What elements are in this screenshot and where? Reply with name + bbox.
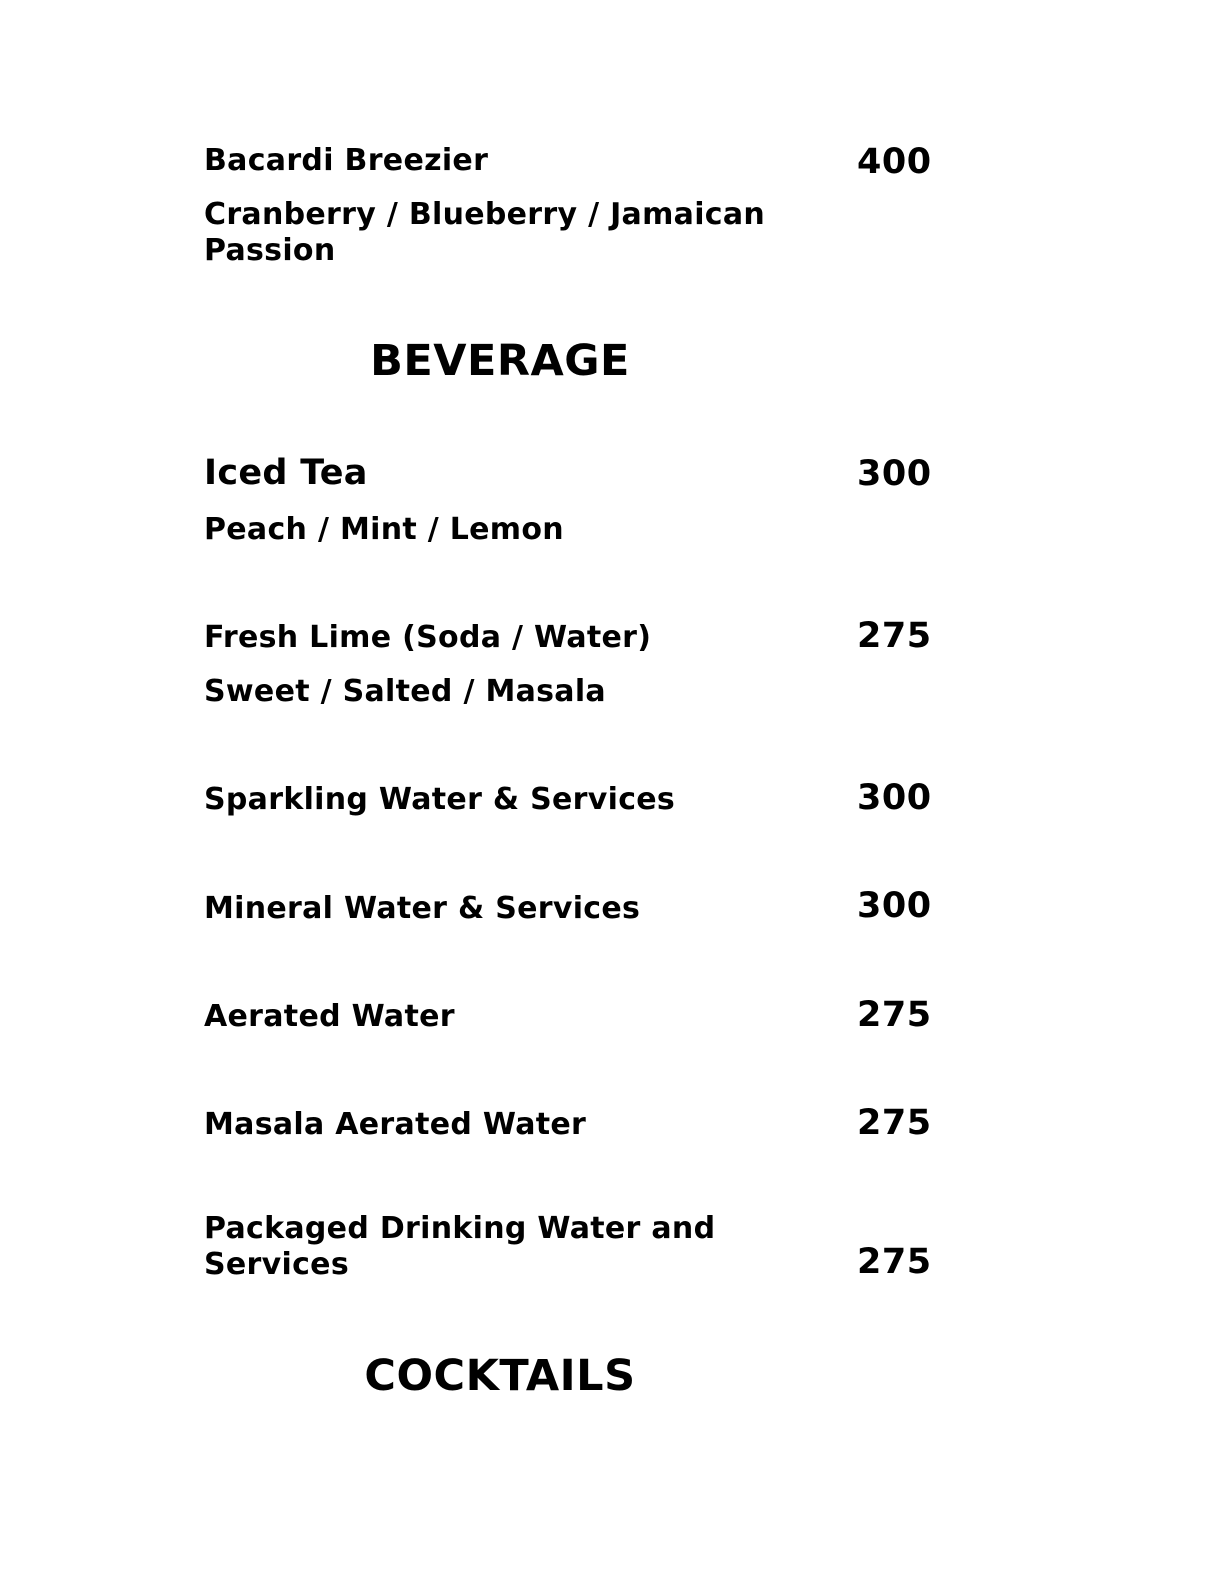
menu-item-name: Masala Aerated Water [204,1107,587,1142]
section-heading-cocktails: COCKTAILS [364,1351,636,1401]
menu-item-price: 275 [857,1242,932,1282]
section-heading-beverage: BEVERAGE [370,336,630,386]
menu-item-price: 400 [857,142,932,182]
menu-item-name: Aerated Water [204,999,455,1034]
menu-item-options: Cranberry / Blueberry / Jamaican Passion [204,197,766,268]
menu-item-price: 275 [857,995,932,1035]
menu-item-options: Peach / Mint / Lemon [204,512,564,547]
menu-item-options: Sweet / Salted / Masala [204,674,606,709]
menu-item-name: Mineral Water & Services [204,891,641,926]
menu-item-price: 300 [857,454,932,494]
menu-item-name: Packaged Drinking Water and Services [204,1211,716,1282]
menu-item-name: Bacardi Breezier [204,143,489,178]
menu-item-price: 300 [857,778,932,818]
menu-item-name: Iced Tea [204,453,368,493]
menu-item-name: Fresh Lime (Soda / Water) [204,620,652,655]
menu-item-price: 300 [857,886,932,926]
menu-item-price: 275 [857,1103,932,1143]
menu-item-name: Sparkling Water & Services [204,782,676,817]
menu-item-price: 275 [857,616,932,656]
